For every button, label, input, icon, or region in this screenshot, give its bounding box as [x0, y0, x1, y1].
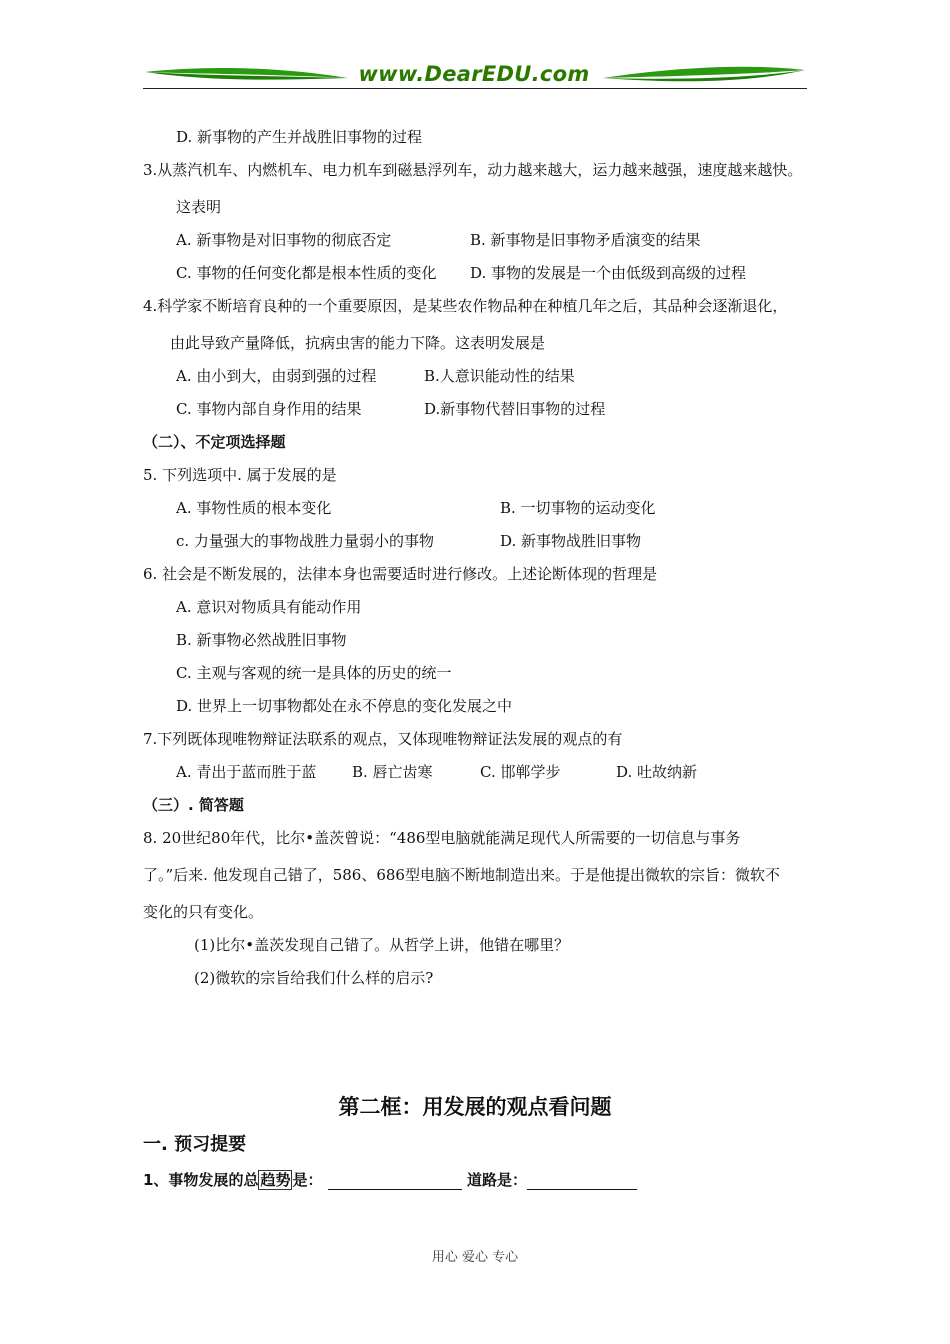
q8-subquestion-1: (1)比尔•盖茨发现自己错了。从哲学上讲，他错在哪里？: [194, 936, 570, 954]
q4-stem-cont: 由此导致产量降低，抗病虫害的能力下降。这表明发展是: [170, 334, 546, 352]
road-blank[interactable]: [527, 1173, 637, 1190]
q7-option-a: A. 青出于蓝而胜于蓝: [176, 763, 317, 781]
page-title: 第二框：用发展的观点看问题: [338, 1095, 612, 1119]
q3-option-b: B. 新事物是旧事物矛盾演变的结果: [470, 231, 701, 249]
fill-prefix: 1、事物发展的总: [143, 1171, 259, 1189]
q7-option-b: B. 唇亡齿寒: [352, 763, 433, 781]
q3-stem-cont: 这表明: [176, 198, 222, 216]
site-logo-text[interactable]: www.DearEDU.com: [358, 62, 590, 86]
q8-stem-cont: 了。”后来. 他发现自己错了，586、686型电脑不断地制造出来。于是他提出微软的宗旨：微软不: [143, 866, 780, 884]
q3-stem: 3.从蒸汽机车、内燃机车、电力机车到磁悬浮列车，动力越来越大，运力越来越强，速度越来越快。: [143, 161, 803, 179]
q4-option-c: C. 事物内部自身作用的结果: [176, 400, 362, 418]
q8-stem-end: 变化的只有变化。: [143, 903, 264, 921]
fill-mid: 是：: [292, 1171, 323, 1189]
q6-stem: 6. 社会是不断发展的，法律本身也需要适时进行修改。上述论断体现的哲理是: [143, 565, 658, 583]
header-divider: [143, 88, 807, 89]
trend-blank[interactable]: [328, 1173, 462, 1190]
q5-stem: 5. 下列选项中. 属于发展的是: [143, 466, 337, 484]
q7-stem: 7.下列既体现唯物辩证法联系的观点，又体现唯物辩证法发展的观点的有: [143, 730, 623, 748]
page-footer: 用心 爱心 专心: [431, 1250, 519, 1265]
q4-option-a: A. 由小到大，由弱到强的过程: [176, 367, 377, 385]
q8-stem: 8. 20世纪80年代，比尔•盖茨曾说：“486型电脑就能满足现代人所需要的一切信息与事务: [143, 829, 741, 847]
fill-road-label: 道路是：: [466, 1171, 527, 1189]
q7-option-d: D. 吐故纳新: [616, 763, 698, 781]
q3-option-d: D. 事物的发展是一个由低级到高级的过程: [470, 264, 747, 282]
q7-option-c: C. 邯郸学步: [480, 763, 561, 781]
q5-option-c: c. 力量强大的事物战胜力量弱小的事物: [176, 532, 434, 550]
q5-option-b: B. 一切事物的运动变化: [500, 499, 656, 517]
q8-subquestion-2: (2)微软的宗旨给我们什么样的启示?: [194, 969, 434, 987]
q3-option-c: C. 事物的任何变化都是根本性质的变化: [176, 264, 437, 282]
q4-stem: 4.科学家不断培育良种的一个重要原因，是某些农作物品种在种植几年之后，其品种会逐渐退化，: [143, 297, 788, 315]
q5-option-a: A. 事物性质的根本变化: [176, 499, 332, 517]
q6-option-c: C. 主观与客观的统一是具体的历史的统一: [176, 664, 452, 682]
q3-option-a: A. 新事物是对旧事物的彻底否定: [176, 231, 392, 249]
q2-option-d: D. 新事物的产生并战胜旧事物的过程: [176, 128, 423, 146]
header-logo: [143, 60, 807, 92]
fill-in-line: [143, 1170, 637, 1190]
q4-option-b: B.人意识能动性的结果: [424, 367, 575, 385]
preview-heading: 一. 预习提要: [143, 1134, 247, 1155]
q6-option-a: A. 意识对物质具有能动作用: [176, 598, 362, 616]
fill-boxed-word: 趋势: [260, 1171, 291, 1189]
section-heading-multi: （二）、不定项选择题: [143, 433, 286, 451]
q4-option-d: D.新事物代替旧事物的过程: [424, 400, 606, 418]
q5-option-d: D. 新事物战胜旧事物: [500, 532, 642, 550]
q6-option-d: D. 世界上一切事物都处在永不停息的变化发展之中: [176, 697, 513, 715]
q6-option-b: B. 新事物必然战胜旧事物: [176, 631, 347, 649]
section-heading-short-answer: （三）. 简答题: [143, 796, 244, 814]
